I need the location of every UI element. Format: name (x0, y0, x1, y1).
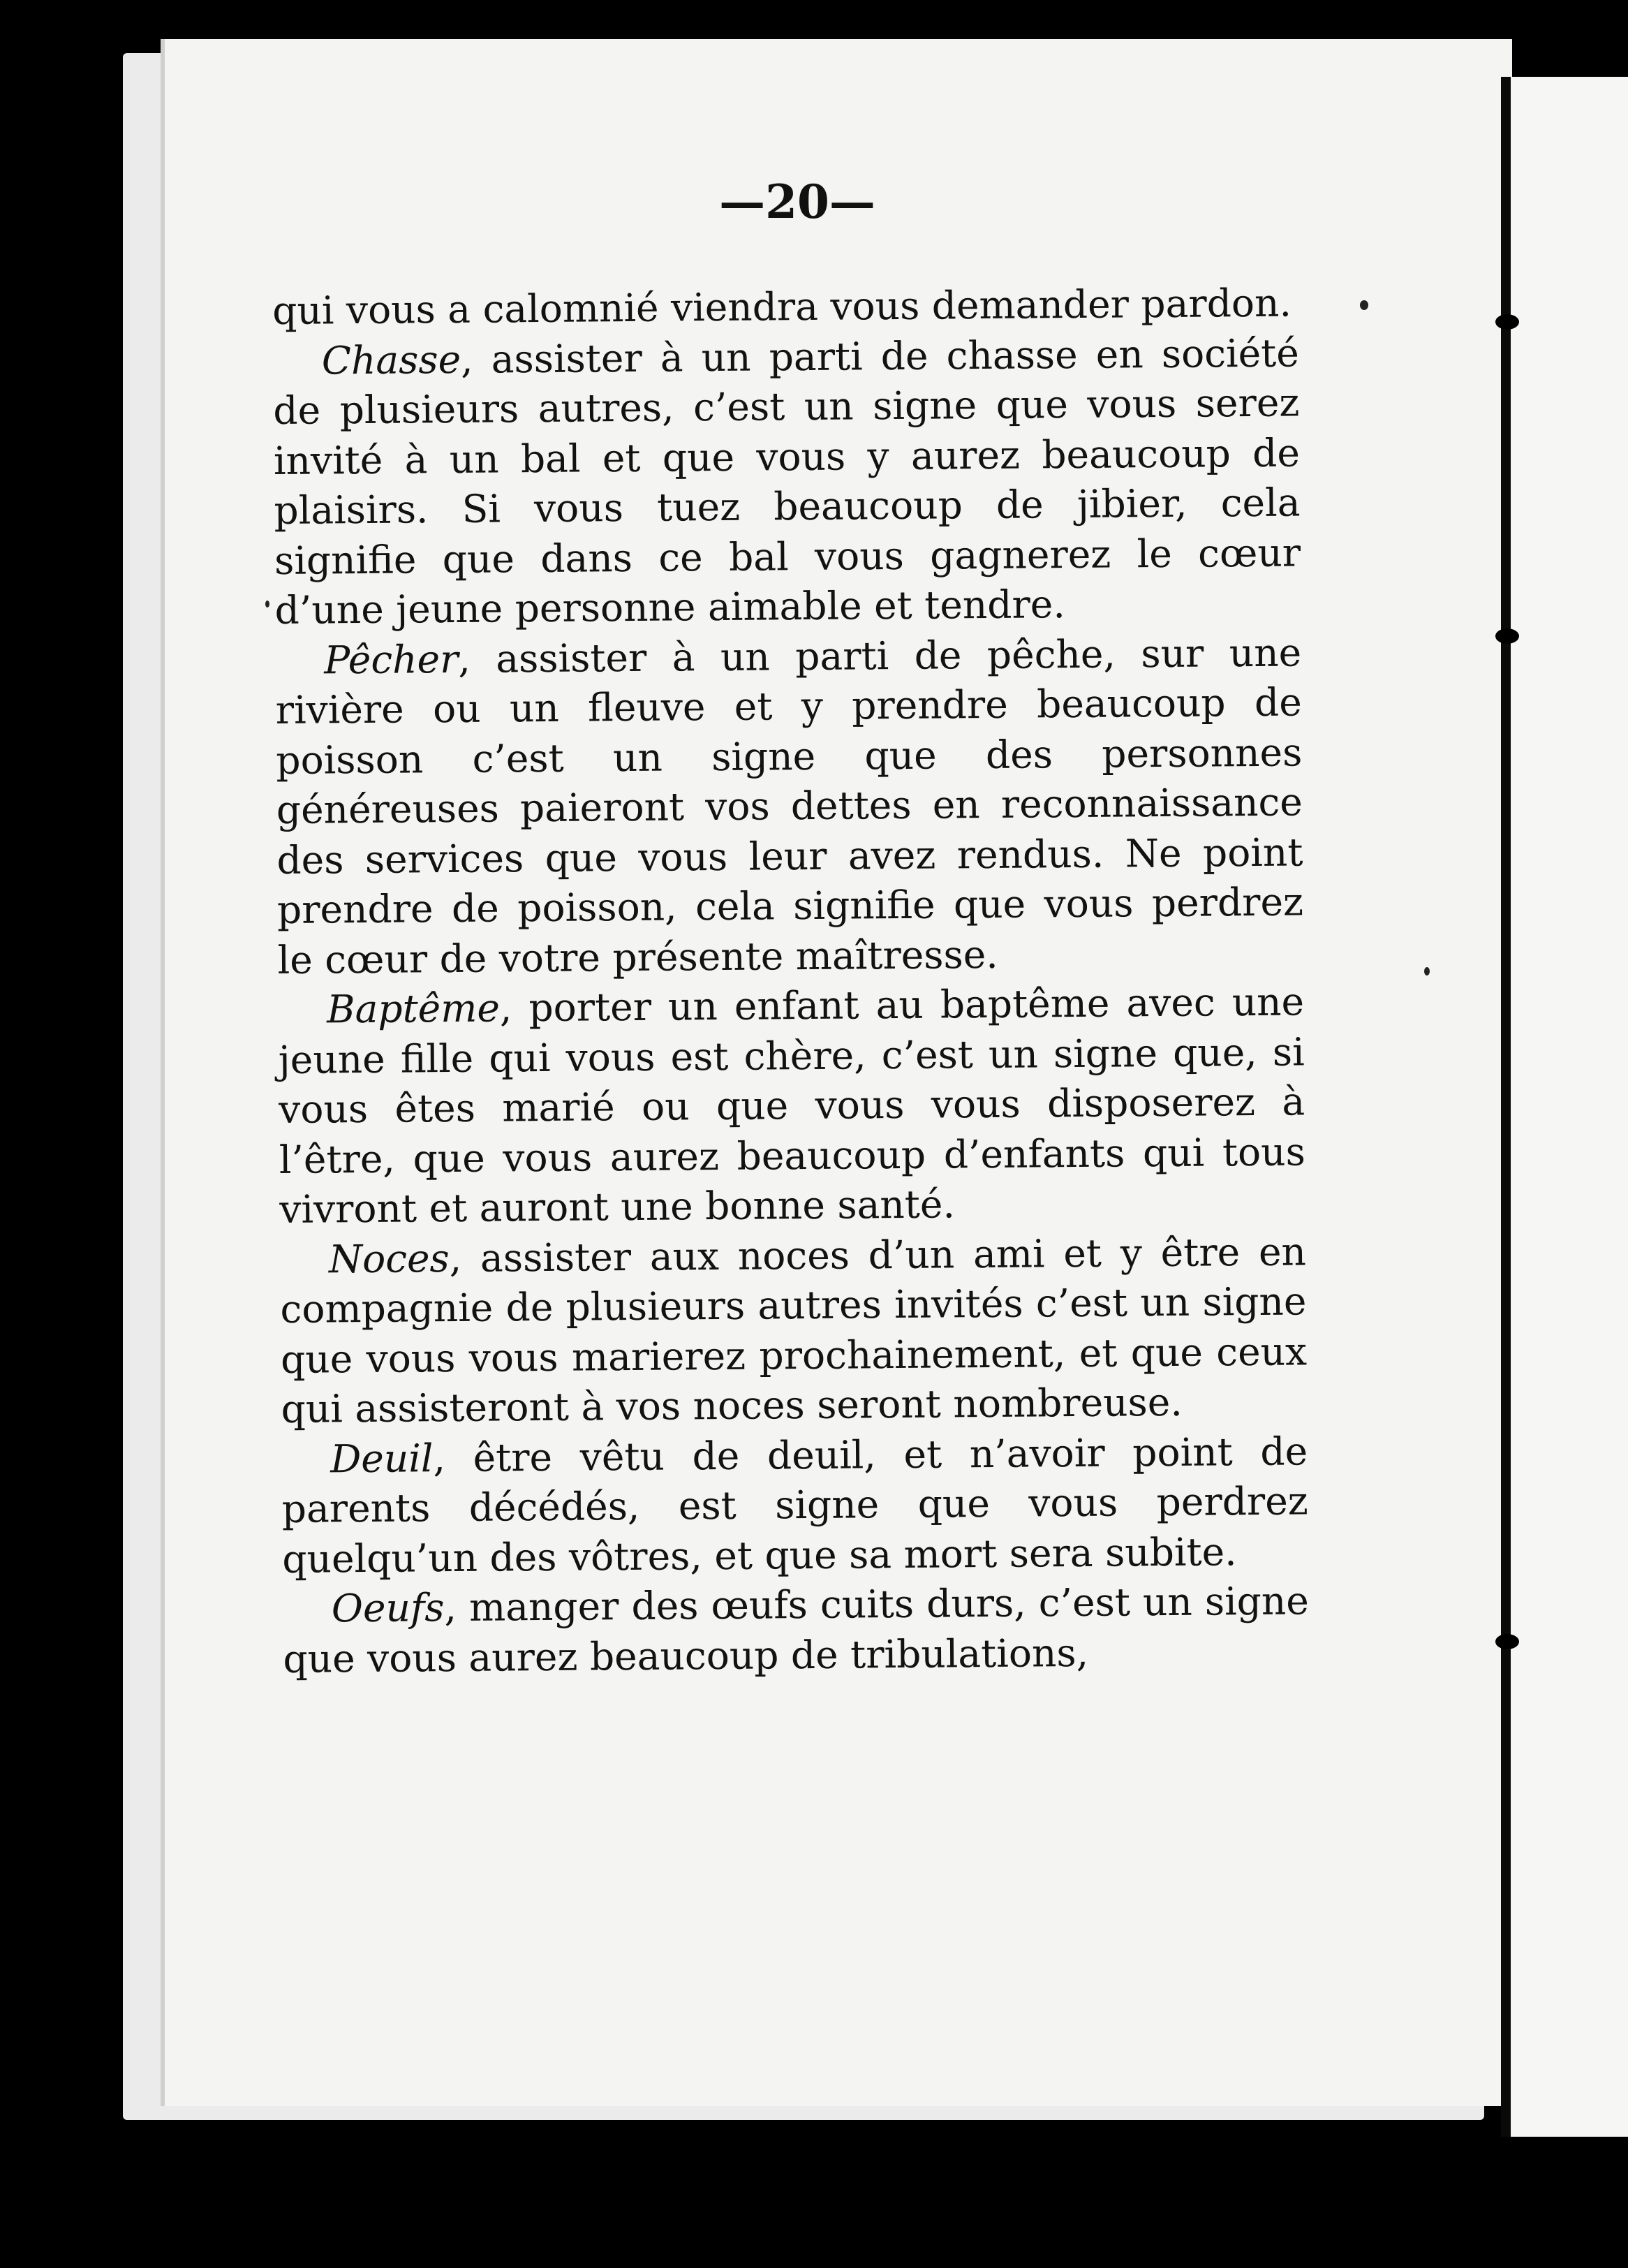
entry-text: , assister à un parti de pêche, sur une rivière ou un fleuve et y prendre beaucoup de poisson c’est un signe que des personnes généreuses paieront vos dettes en reconnaissance des services que vous leur avez rendus. Ne point prendre de poisson, cela signifie que vous perdrez le cœur de votre présente maîtresse. (275, 629, 1304, 982)
entry-text: , porter un enfant au baptême avec une jeune fille qui vous est chère, c’est un signe que, si vous êtes marié ou que vous vous disposerez à l’être, que vous aurez beaucoup d’enfants qui tous vivront et auront une bonne santé. (278, 979, 1306, 1232)
entry-term: Oeufs (331, 1585, 445, 1631)
ink-speck (1360, 300, 1368, 310)
entry-deuil (281, 1427, 1309, 1584)
entry-term: Noces (328, 1235, 450, 1281)
binding-stitch (1495, 1634, 1519, 1649)
page-number: —20— (719, 175, 875, 229)
ink-speck (1424, 967, 1430, 975)
entry-text: , assister à un parti de chasse en société de plusieurs autres, c’est un signe que vous serez invité à un bal et que vous y aurez beaucoup de plaisirs. Si vous tuez beaucoup de jibier, cela signifie que dans ce bal vous gagnerez le cœur d’une jeune personne aimable et tendre. (273, 330, 1301, 633)
binding-gutter (1501, 77, 1511, 2137)
entry-term: Baptême (326, 985, 501, 1032)
entry-pecher (275, 628, 1304, 985)
entry-text: , manger des œufs cuits durs, c’est un signe que vous aurez beaucoup de tribulations, (283, 1578, 1310, 1681)
opening-line: qui vous a calomnié viendra vous demander pardon. (272, 280, 1292, 333)
entry-chasse (273, 328, 1301, 636)
entry-noces (280, 1227, 1308, 1435)
entry-oeufs (283, 1576, 1310, 1684)
binding-stitch (1495, 628, 1519, 644)
entry-text: , assister aux noces d’un ami et y être en compagnie de plusieurs autres invités c’est un signe que vous vous marierez prochainement, et que ceux qui assisteront à vos noces seront nombreuse. (280, 1228, 1308, 1431)
page-body-text (272, 278, 1310, 1684)
entry-term: Pêcher (323, 636, 459, 682)
binding-stitch (1495, 314, 1519, 330)
entry-bapteme (278, 977, 1306, 1235)
entry-term: Deuil (330, 1435, 434, 1481)
facing-page-strip (1501, 77, 1628, 2137)
entry-term: Chasse (321, 337, 461, 383)
ink-speck (265, 601, 269, 608)
entry-text: , être vêtu de deuil, et n’avoir point de parents décédés, est signe que vous perdrez quelqu’un des vôtres, et que sa mort sera subite. (281, 1428, 1308, 1582)
